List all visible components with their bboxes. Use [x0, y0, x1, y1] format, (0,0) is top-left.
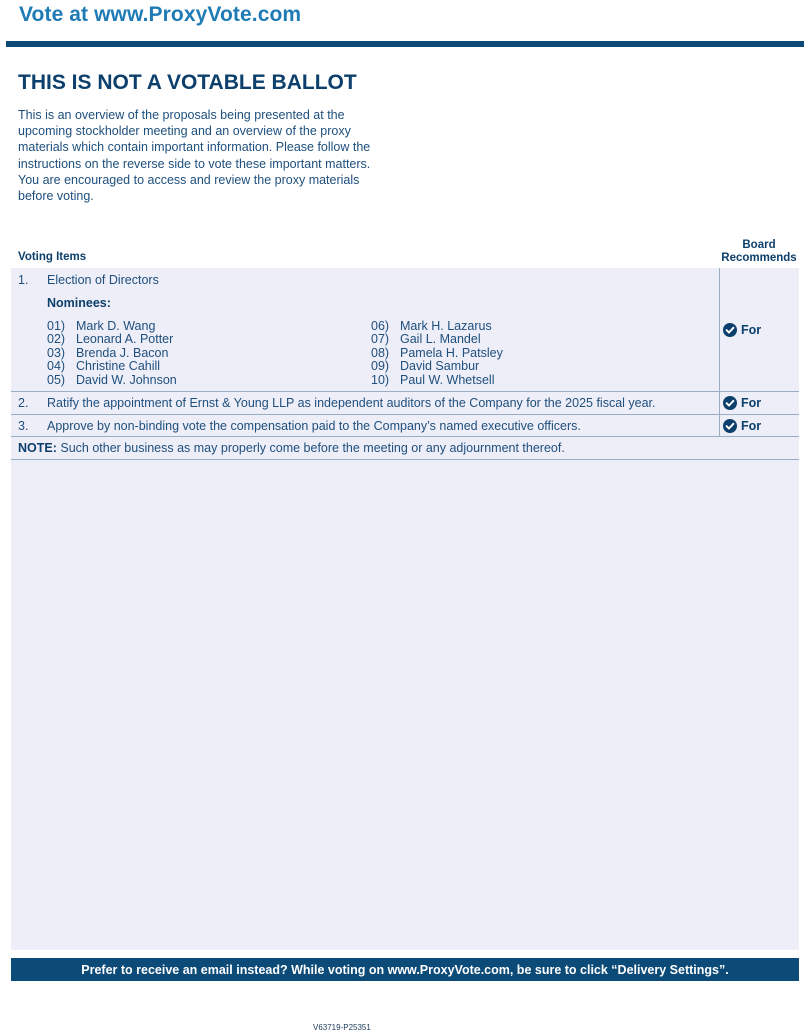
delivery-settings-banner [11, 958, 799, 981]
recommendation-item-3 [723, 419, 761, 433]
row-divider [11, 436, 799, 437]
item-number: 1. [18, 273, 29, 287]
note-label: NOTE: [18, 441, 57, 455]
intro-line: upcoming stockholder meeting and an overview of the proxy [18, 124, 351, 139]
intro-line: before voting. [18, 189, 94, 204]
nominee-number: 03) [47, 346, 66, 360]
nominee-name: Leonard A. Potter [76, 332, 174, 346]
recommendation-label: For [741, 323, 762, 337]
item-2-text: Ratify the appointment of Ernst & Young LLP as independent auditors of the Company for the 2025 fiscal year. [47, 396, 656, 410]
nominee-number: 01) [47, 319, 66, 333]
board-recommends-header [719, 239, 799, 265]
intro-line: materials which contain important information. Please follow the [18, 140, 371, 155]
intro-line: This is an overview of the proposals being presented at the [18, 108, 345, 122]
nominee-name: Christine Cahill [76, 359, 161, 373]
board-header-line: Board [742, 239, 776, 251]
nominee-name: Mark D. Wang [76, 319, 156, 333]
nominee [47, 333, 173, 347]
nominee-number: 05) [47, 373, 66, 387]
row-divider [11, 414, 799, 415]
site-header: Vote at www.ProxyVote.com [19, 3, 302, 26]
nominee-name: David W. Johnson [76, 373, 177, 387]
note-text: Such other business as may properly come before the meeting or any adjournment thereof. [56, 441, 565, 455]
banner-text: Prefer to receive an email instead? While voting on www.ProxyVote.com, be sure to click “Delivery Settings”. [81, 962, 729, 977]
nominee-number: 10) [371, 373, 390, 387]
recommends-header-line: Recommends [721, 252, 797, 264]
intro-paragraph [18, 107, 398, 204]
checkmark-circle-icon [723, 396, 737, 410]
nominee-name: David Sambur [400, 359, 480, 373]
nominee-name: Brenda J. Bacon [76, 346, 169, 360]
nominee-number: 02) [47, 332, 66, 346]
item-3-text: Approve by non-binding vote the compensation paid to the Company’s named executive officers. [47, 419, 581, 433]
nominee [371, 360, 479, 374]
nominee-number: 07) [371, 332, 390, 346]
note [18, 441, 565, 455]
nominee-number: 04) [47, 359, 66, 373]
voting-items-header: Voting Items [18, 251, 87, 263]
nominees-label: Nominees: [47, 296, 111, 310]
job-code: V63719-P25351 [313, 1023, 371, 1032]
recommendation-label: For [741, 419, 762, 433]
nominee-number: 06) [371, 319, 390, 333]
nominee-number: 08) [371, 346, 390, 360]
notice-title: THIS IS NOT A VOTABLE BALLOT [18, 71, 357, 94]
item-1-text: Election of Directors [47, 273, 159, 287]
nominee-number: 09) [371, 359, 390, 373]
nominee-name: Pamela H. Patsley [400, 346, 503, 360]
nominee [47, 360, 160, 374]
recommendation-item-2 [723, 396, 761, 410]
recommendation-item-1 [723, 323, 761, 337]
nominee [371, 374, 494, 388]
header-rule [6, 41, 804, 47]
checkmark-circle-icon [723, 419, 737, 433]
column-divider [719, 268, 720, 436]
nominee-name: Gail L. Mandel [400, 332, 481, 346]
nominee-name: Mark H. Lazarus [400, 319, 492, 333]
item-number: 2. [18, 396, 29, 410]
row-divider [11, 459, 799, 460]
item-number: 3. [18, 419, 29, 433]
nominee [47, 374, 177, 388]
recommendation-label: For [741, 396, 762, 410]
row-divider [11, 391, 799, 392]
intro-line: You are encouraged to access and review the proxy materials [18, 172, 360, 187]
intro-line: instructions on the reverse side to vote these important matters. [18, 156, 371, 171]
nominee-name: Paul W. Whetsell [400, 373, 495, 387]
checkmark-circle-icon [723, 323, 737, 337]
nominee [371, 333, 481, 347]
